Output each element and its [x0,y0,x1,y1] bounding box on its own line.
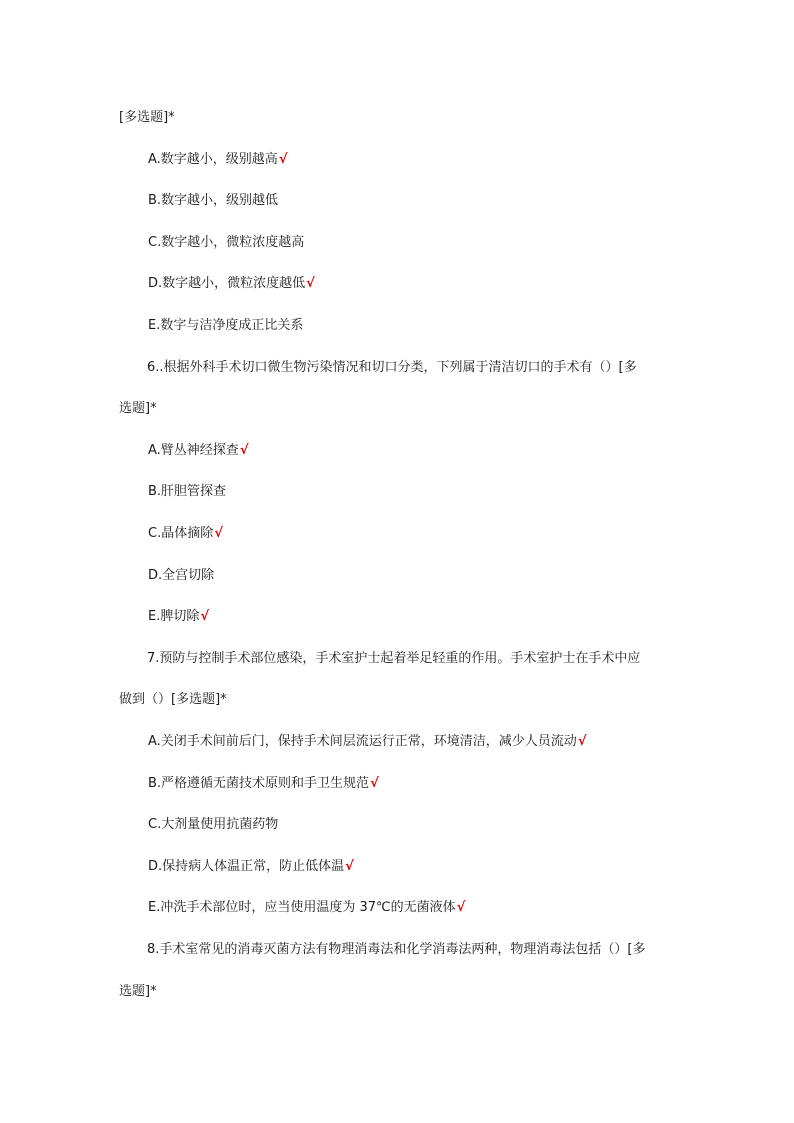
check-mark-icon: √ [370,776,379,791]
option-text: D.数字越小，微粒浓度越低 [148,276,306,291]
option-line [148,442,248,460]
question-line [147,650,640,668]
line-text: 选题]* [119,401,157,416]
option-text: B.肝胆管探查 [148,484,227,499]
option-line [148,775,379,793]
option-line [148,899,465,917]
option-text: B.严格遵循无菌技术原则和手卫生规范 [148,776,370,791]
line-text: [多选题]* [119,110,175,125]
check-mark-icon: √ [200,609,210,624]
check-mark-icon: √ [214,526,223,541]
option-text: D.保持病人体温正常，防止低体温 [148,859,345,874]
question-text: 7.预防与控制手术部位感染，手术室护士起着举足轻重的作用。手术室护士在手术中应 [147,651,641,666]
check-mark-icon: √ [278,152,288,167]
check-mark-icon: √ [345,859,354,874]
check-mark-icon: √ [577,734,587,749]
option-line [148,858,354,876]
option-line [148,151,287,169]
text-line [119,983,157,1001]
option-text: C.数字越小，微粒浓度越高 [148,235,305,250]
question-text: 6..根据外科手术切口微生物污染情况和切口分类，下列属于清洁切口的手术有（）[多 [147,360,637,375]
check-mark-icon: √ [306,276,315,291]
option-line [148,525,223,543]
option-line [148,192,278,210]
text-line [119,109,175,127]
option-line [148,483,226,501]
question-line [147,941,645,959]
option-text: B.数字越小，级别越低 [148,193,279,208]
option-text: A.臂丛神经探查 [148,443,239,458]
check-mark-icon: √ [239,443,249,458]
option-text: E.冲洗手术部位时，应当使用温度为 37℃的无菌液体 [148,900,456,915]
option-line [148,733,586,751]
line-text: 选题]* [119,984,157,999]
option-text: E.脾切除 [148,609,200,624]
option-text: E.数字与洁净度成正比关系 [148,318,304,333]
question-line [147,359,637,377]
text-line [119,400,157,418]
check-mark-icon: √ [456,900,466,915]
question-text: 8.手术室常见的消毒灭菌方法有物理消毒法和化学消毒法两种，物理消毒法包括（）[多 [147,942,646,957]
option-line [148,317,303,335]
option-line [148,234,304,252]
line-text: 做到（）[多选题]* [119,692,227,707]
option-line [148,816,278,834]
option-line [148,275,315,293]
option-line [148,567,214,585]
option-line [148,608,209,626]
option-text: D.全宫切除 [148,568,215,583]
text-line [119,691,227,709]
option-text: C.晶体摘除 [148,526,214,541]
option-text: A.数字越小，级别越高 [148,152,278,167]
option-text: A.关闭手术间前后门，保持手术间层流运行正常，环境清洁，减少人员流动 [148,734,577,749]
option-text: C.大剂量使用抗菌药物 [148,817,279,832]
